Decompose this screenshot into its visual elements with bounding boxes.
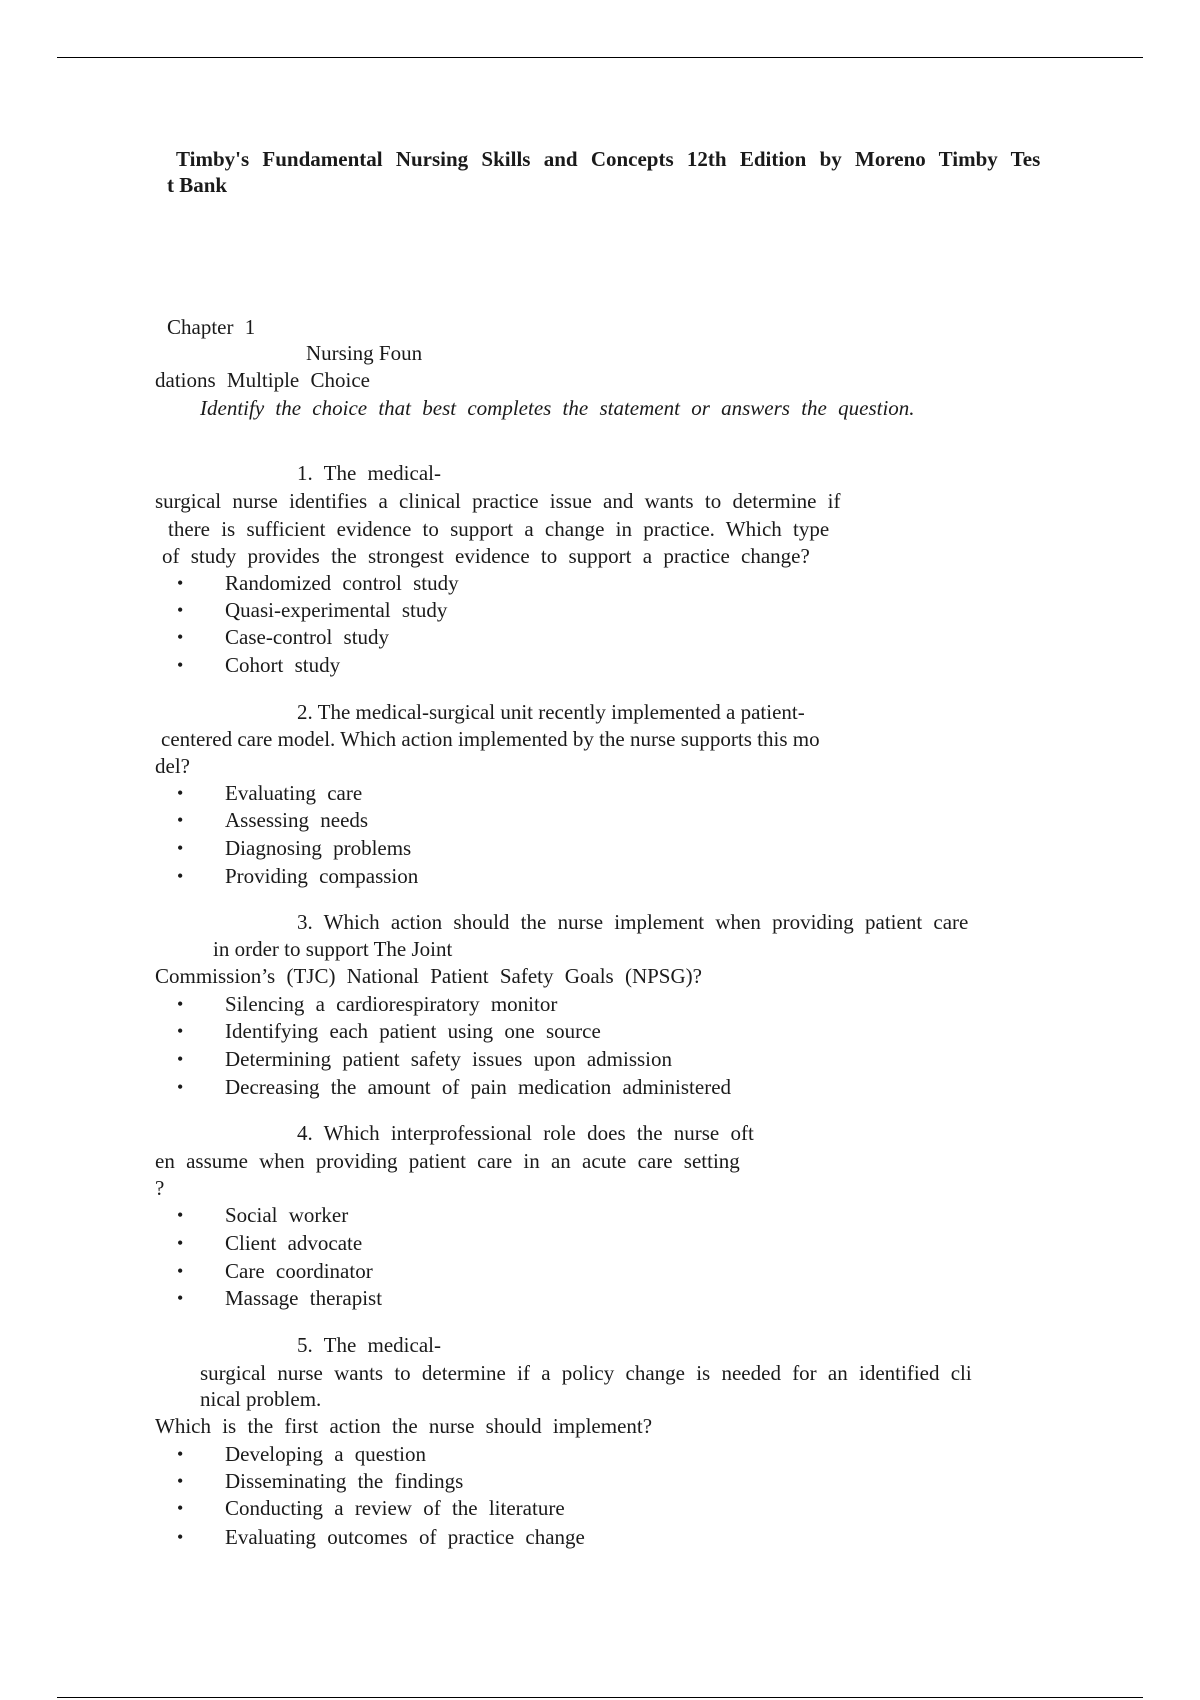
question-stem-line: nical problem. (200, 1387, 322, 1411)
answer-option: Developing a question (225, 1442, 426, 1466)
answer-option: Social worker (225, 1203, 349, 1227)
question-stem-line: del? (155, 754, 190, 778)
answer-option: Quasi-experimental study (225, 598, 448, 622)
question-stem-line: there is sufficient evidence to support a change in practice. Which type (168, 517, 830, 541)
answer-option: Evaluating care (225, 781, 363, 805)
question-stem-line: surgical nurse identifies a clinical practice issue and wants to determine if (155, 489, 841, 513)
bullet: • (177, 994, 184, 1014)
answer-option: Assessing needs (225, 808, 369, 832)
bullet: • (177, 783, 184, 803)
question-stem-line: 3. Which action should the nurse implement when providing patient care (297, 910, 969, 934)
answer-option: Conducting a review of the literature (225, 1496, 565, 1520)
bullet: • (177, 1471, 184, 1491)
bullet: • (177, 600, 184, 620)
answer-option: Cohort study (225, 653, 341, 677)
bullet: • (177, 1261, 184, 1281)
question-stem-line: Which is the first action the nurse should implement? (155, 1414, 653, 1438)
question-stem-line: 4. Which interprofessional role does the nurse oft (297, 1121, 754, 1145)
chapter-title: Nursing Foun (306, 341, 423, 365)
top-rule (57, 57, 1143, 58)
question-stem-line: of study provides the strongest evidence to support a practice change? (162, 544, 810, 568)
answer-option: Providing compassion (225, 864, 419, 888)
answer-option: Care coordinator (225, 1259, 373, 1283)
answer-option: Determining patient safety issues upon admission (225, 1047, 673, 1071)
document-title: Timby's Fundamental Nursing Skills and Concepts 12th Edition by Moreno Timby Tes (176, 147, 1041, 171)
bullet: • (177, 1498, 184, 1518)
chapter-title-continued: dations Multiple Choice (155, 368, 370, 392)
bullet: • (177, 810, 184, 830)
question-stem-line: surgical nurse wants to determine if a policy change is needed for an identified cli (200, 1361, 972, 1385)
bullet: • (177, 573, 184, 593)
answer-option: Decreasing the amount of pain medication administered (225, 1075, 732, 1099)
bullet: • (177, 1288, 184, 1308)
answer-option: Randomized control study (225, 571, 459, 595)
question-stem-line: ? (155, 1176, 165, 1200)
bullet: • (177, 1527, 184, 1547)
question-stem-line: centered care model. Which action implemented by the nurse supports this mo (161, 727, 820, 751)
question-stem-line: en assume when providing patient care in an acute care setting (155, 1149, 740, 1173)
bullet: • (177, 866, 184, 886)
question-stem-line: Commission’s (TJC) National Patient Safety Goals (NPSG)? (155, 964, 702, 988)
answer-option: Client advocate (225, 1231, 363, 1255)
answer-option: Disseminating the findings (225, 1469, 464, 1493)
answer-option: Diagnosing problems (225, 836, 412, 860)
document-title-continued: t Bank (167, 173, 228, 197)
answer-option: Case-control study (225, 625, 390, 649)
question-stem-line: 1. The medical- (297, 461, 441, 485)
bullet: • (177, 1233, 184, 1253)
bullet: • (177, 1049, 184, 1069)
bullet: • (177, 1021, 184, 1041)
bottom-rule (57, 1697, 1143, 1698)
question-stem-line: 5. The medical- (297, 1333, 441, 1357)
bullet: • (177, 838, 184, 858)
answer-option: Silencing a cardiorespiratory monitor (225, 992, 558, 1016)
answer-option: Massage therapist (225, 1286, 383, 1310)
bullet: • (177, 627, 184, 647)
bullet: • (177, 1444, 184, 1464)
question-stem-line: 2. The medical-surgical unit recently implemented a patient- (297, 700, 805, 724)
bullet: • (177, 1077, 184, 1097)
bullet: • (177, 655, 184, 675)
instructions: Identify the choice that best completes the statement or answers the question. (200, 396, 915, 420)
answer-option: Identifying each patient using one source (225, 1019, 601, 1043)
question-stem-line: in order to support The Joint (213, 937, 453, 961)
answer-option: Evaluating outcomes of practice change (225, 1525, 585, 1549)
bullet: • (177, 1205, 184, 1225)
chapter-label: Chapter 1 (167, 315, 256, 339)
